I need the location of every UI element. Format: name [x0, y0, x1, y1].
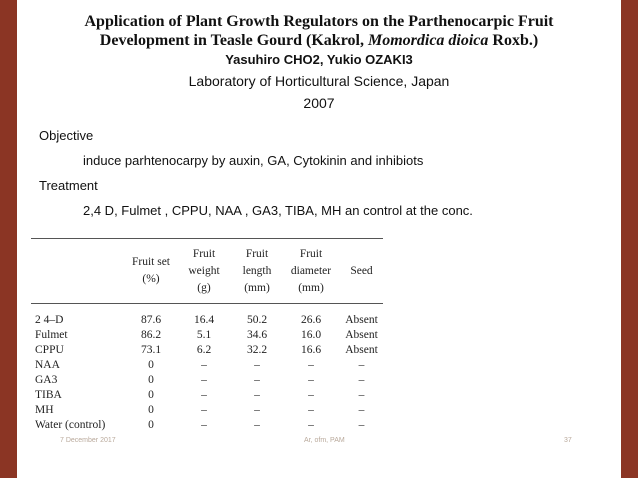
header-cell-fruit-set: Fruit set (%)	[131, 256, 170, 285]
slide-title	[17, 12, 621, 50]
table-cell: –	[358, 359, 365, 371]
table-cell: 73.1	[140, 344, 162, 356]
table-cell: 16.0	[300, 329, 322, 341]
title-line-1: Application of Plant Growth Regulators on the Parthenocarpic Fruit	[84, 13, 554, 30]
table-row	[31, 373, 383, 388]
objective-text: induce parhtenocarpy by auxin, GA, Cytokinin and inhibiots	[83, 153, 424, 168]
table-cell: –	[201, 419, 207, 431]
table-cell: Fulmet	[35, 329, 68, 341]
table-cell: –	[201, 389, 207, 401]
footer-center-text: Ar, ofm, PAM	[304, 437, 345, 444]
table-cell: 0	[148, 419, 154, 431]
header-cell-fruit-length: Fruit length (mm)	[242, 247, 272, 294]
table-row	[31, 418, 383, 433]
objective-heading: Objective	[39, 128, 94, 143]
table-cell: –	[201, 404, 207, 416]
year: 2007	[303, 95, 335, 111]
table-row	[31, 388, 383, 403]
table-cell: 16.6	[300, 344, 322, 356]
table-row	[31, 343, 383, 358]
table-cell: –	[308, 389, 314, 401]
table-cell: –	[254, 359, 260, 371]
table-cell: –	[358, 389, 365, 401]
table-cell: 5.1	[196, 329, 212, 341]
title-line-2	[17, 31, 621, 50]
table-cell: Absent	[345, 344, 378, 356]
table-cell: –	[358, 419, 365, 431]
treatment-text: 2,4 D, Fulmet , CPPU, NAA , GA3, TIBA, MH an control at the conc.	[83, 203, 473, 218]
table-cell: 50.2	[246, 314, 268, 326]
authors: Yasuhiro CHO2, Yukio OZAKI3	[225, 52, 413, 67]
slide	[17, 0, 621, 478]
table-cell: GA3	[35, 374, 58, 386]
table-header	[31, 239, 383, 303]
table-body	[31, 304, 383, 433]
table-cell: 0	[148, 389, 154, 401]
table-cell: –	[254, 374, 260, 386]
title-species-name: Momordica dioica	[367, 32, 489, 49]
table-cell: 0	[148, 404, 154, 416]
table-cell: –	[201, 359, 207, 371]
table-cell: –	[254, 419, 260, 431]
treatment-heading: Treatment	[39, 178, 98, 193]
table-cell: Water (control)	[35, 419, 106, 431]
table-row	[31, 358, 383, 373]
table-cell: TIBA	[35, 389, 62, 401]
table-cell: –	[308, 404, 314, 416]
table-cell: Absent	[345, 314, 378, 326]
header-cell-fruit-diameter: Fruit diameter (mm)	[290, 247, 332, 294]
table-cell: –	[308, 374, 314, 386]
table-row	[31, 313, 383, 328]
table-cell: –	[308, 359, 314, 371]
footer-date: 7 December 2017	[60, 437, 116, 444]
table-cell: NAA	[35, 359, 60, 371]
table-row	[31, 403, 383, 418]
table-cell: –	[358, 374, 365, 386]
table-cell: 26.6	[300, 314, 322, 326]
table-cell: –	[254, 389, 260, 401]
page-number: 37	[564, 437, 572, 444]
table-cell: CPPU	[35, 344, 64, 356]
table-cell: 87.6	[140, 314, 162, 326]
header-cell-fruit-weight: Fruit weight (g)	[188, 247, 220, 294]
table-cell: 16.4	[193, 314, 215, 326]
table-cell: MH	[35, 404, 54, 416]
table-cell: 2 4–D	[35, 314, 64, 326]
table-cell: –	[201, 374, 207, 386]
table-cell: 0	[148, 374, 154, 386]
laboratory: Laboratory of Horticultural Science, Japan	[188, 73, 450, 89]
title-line-2-end: Roxb.)	[488, 32, 539, 49]
table-cell: 86.2	[140, 329, 162, 341]
results-table	[31, 238, 383, 433]
title-line-2-start: Development in Teasle Gourd (Kakrol,	[99, 32, 368, 49]
table-cell: 6.2	[196, 344, 212, 356]
table-cell: 34.6	[246, 329, 268, 341]
table-cell: –	[358, 404, 365, 416]
table-cell: –	[254, 404, 260, 416]
table-cell: 0	[148, 359, 154, 371]
table-cell: 32.2	[246, 344, 268, 356]
table-cell: –	[308, 419, 314, 431]
table-row	[31, 328, 383, 343]
header-cell-seed: Seed	[350, 264, 373, 277]
table-cell: Absent	[345, 329, 378, 341]
